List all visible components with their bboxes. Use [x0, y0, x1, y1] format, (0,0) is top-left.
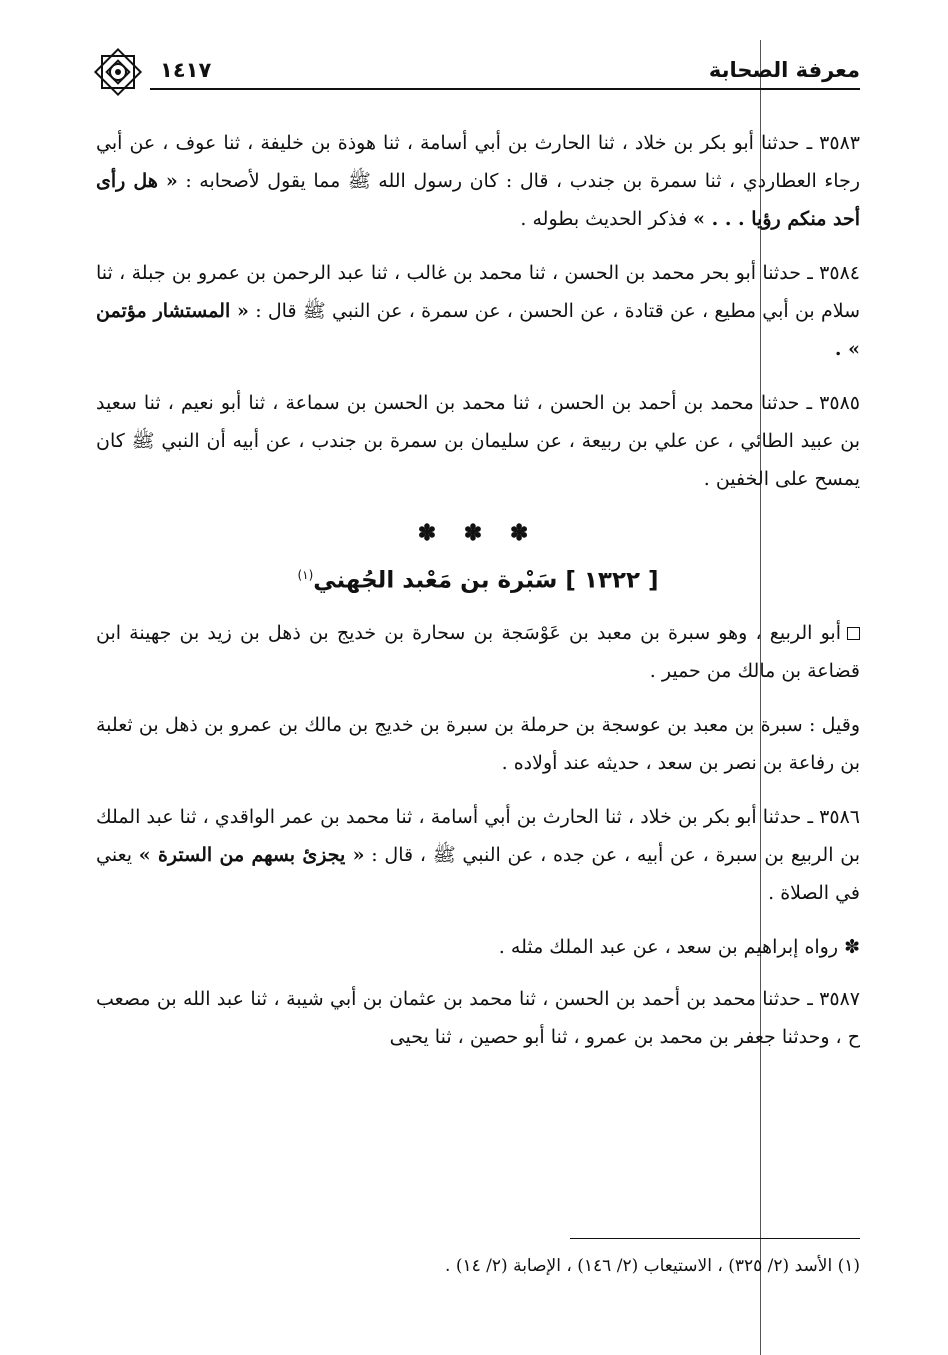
heading-footnote-ref: (١)	[297, 568, 314, 582]
biography-2: وقيل : سبرة بن معبد بن عوسجة بن حرملة بن سبرة بن خديج بن مالك بن عمرو بن ذهل بن ثعلبة بن رفاعة بن نصر بن سعد ، حديثه عند أولاده .	[96, 713, 860, 774]
square-bullet-icon	[847, 627, 860, 640]
hadith-3586: ٣٥٨٦ ـ حدثنا أبو بكر بن خلاد ، ثنا الحارث بن أبي أسامة ، ثنا محمد بن عمر الواقدي ، ثنا عبد الملك بن الربيع بن سبرة ، عن أبيه ، عن جده ، عن النبي ﷺ ، قال : « يجزئ بسهم من السترة » يعني في الصلاة .	[96, 805, 860, 904]
footnote-rule	[570, 1238, 860, 1239]
hadith-3586-note: ✽ رواه إبراهيم بن سعد ، عن عبد الملك مثله .	[498, 935, 860, 958]
hadith-3586-quote: « يجزئ بسهم من السترة »	[138, 843, 365, 866]
hadith-3585: ٣٥٨٥ ـ حدثنا محمد بن أحمد بن الحسن ، ثنا محمد بن الحسن بن سماعة ، ثنا أبو نعيم ، ثنا سعيد بن عبيد الطائي ، عن علي بن ربيعة ، عن سليمان بن سمرة بن جندب ، عن أبيه أن النبي ﷺ كان يمسح على الخفين .	[96, 392, 860, 490]
hadith-3587: ٣٥٨٧ ـ حدثنا محمد بن أحمد بن الحسن ، ثنا محمد بن عثمان بن أبي شيبة ، ثنا عبد الله بن مصعب ح ، وحدثنا جعفر بن محمد بن عمرو ، ثنا أبو حصين ، ثنا يحيى	[96, 987, 860, 1048]
page-number: ١٤١٧	[160, 58, 212, 82]
footnote: (١) الأسد (٢/ ٣٢٥) ، الاستيعاب (٢/ ١٤٦) ، الإصابة (٢/ ١٤) .	[445, 1256, 860, 1276]
running-title: معرفة الصحابة	[708, 58, 860, 82]
biography-1: أبو الربيع ، وهو سبرة بن معبد بن عَوْسَجة بن سحارة بن خديج بن ذهل بن زيد بن جهينة ابن قضاعة بن مالك من حمير .	[96, 621, 860, 682]
page-header	[90, 44, 860, 92]
section-heading: [ ١٣٢٢ ] سَبْرة بن مَعْبد الجُهني$^{(١)}$	[297, 567, 659, 594]
hadith-3583-quote: « هل رأى أحد منكم رؤيا . . . »	[96, 170, 860, 230]
section-divider-stars: ✽ ✽ ✽	[417, 520, 539, 546]
hadith-3584-quote: « المستشار مؤتمن » .	[96, 300, 860, 360]
hadith-3584: ٣٥٨٤ ـ حدثنا أبو بحر محمد بن الحسن ، ثنا محمد بن غالب ، ثنا عبد الرحمن بن عمرو بن جبلة ، ثنا سلام بن أبي مطيع ، عن قتادة ، عن الحسن ، عن سمرة ، عن النبي ﷺ قال : « المستشار مؤتمن » .	[96, 262, 860, 360]
header-rule	[150, 88, 860, 90]
octagram-ornament-icon	[90, 44, 146, 100]
main-text	[96, 124, 860, 1072]
hadith-3583: ٣٥٨٣ ـ حدثنا أبو بكر بن خلاد ، ثنا الحارث بن أبي أسامة ، ثنا هوذة بن خليفة ، ثنا عوف ، عن أبي رجاء العطاردي ، ثنا سمرة بن جندب ، قال : كان رسول الله ﷺ مما يقول لأصحابه : « هل رأى أحد منكم رؤيا . . . » فذكر الحديث بطوله .	[96, 132, 860, 230]
